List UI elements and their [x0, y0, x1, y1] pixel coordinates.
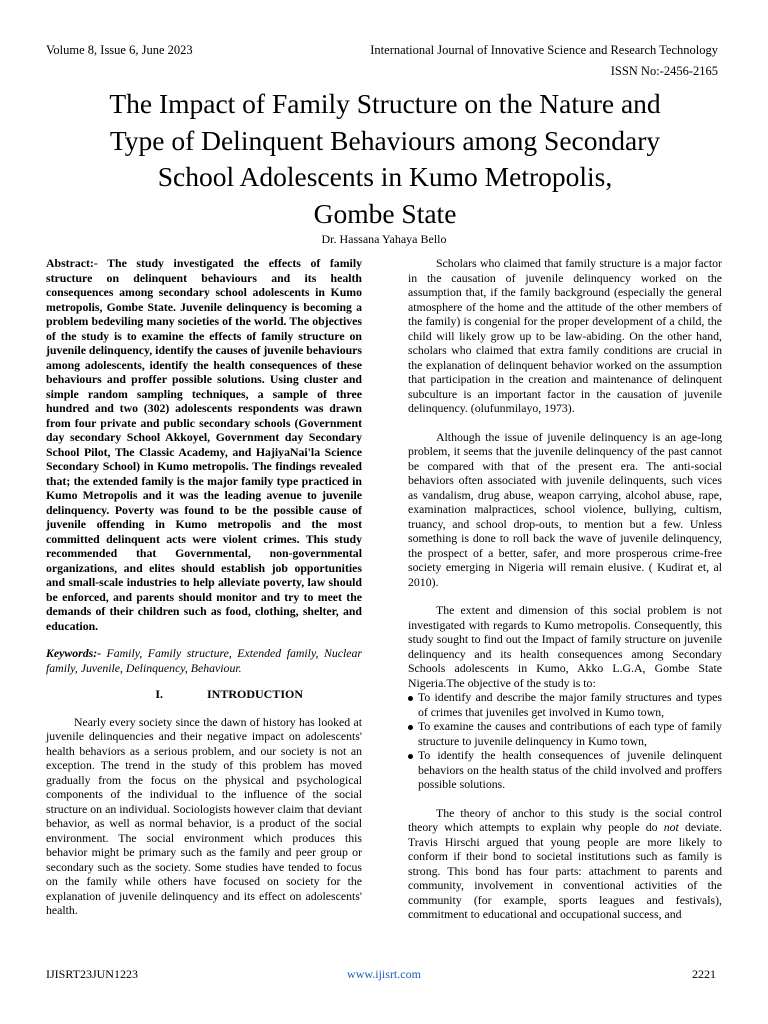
section-heading [46, 687, 362, 702]
intro-paragraph: Nearly every society since the dawn of history has looked at juvenile delinquencies and their negative impact on adolescents' health behaviors as a serious problem, and our society is not an exception. The trend in the study of this problem has moved gradually from the focus on the physical and psychological components of the individual to the influence of the social structure on an individual. Sociologists however claim that deviant behavior, as well as normal behavior, is a product of the social environment. The social environment which produces this behavior might be primary such as the family and peer group or secondary such as the society. Some studies have tended to focus on the family while others have focused on society for the explanation of juvenile delinquency and its effect on adolescents' health. [46, 714, 362, 917]
list-item: To identify the health consequences of juvenile delinquent behaviors on the health status of the child involved and proffers possible solutions. [408, 748, 722, 792]
left-column [46, 256, 362, 918]
title-line: Gombe State [313, 197, 457, 229]
theory-paragraph [408, 806, 722, 922]
title-line: Type of Delinquent Behaviours among Secondary [109, 124, 661, 156]
volume-info: Volume 8, Issue 6, June 2023 [46, 43, 193, 57]
theory-emphasis: not [663, 820, 679, 834]
keywords [46, 646, 362, 675]
body-paragraph: Scholars who claimed that family structure is a major factor in the causation of juvenile delinquency worked on the assumption that, if the family background (especially the general atmosphere of the home and the attitude of the other members of the family) is congenial for the proper development of a child, the child will likely grow up to be law-abiding. On the other hand, scholars who claimed that extra family conditions are crucial in the explanation of delinquent behavior worked on the assumption that participation in the creation and maintenance of delinquent subculture is an important factor in the causation of juvenile delinquency. (olufunmilayo, 1973). [408, 256, 722, 415]
right-column [408, 256, 722, 922]
keywords-label: Keywords:- [46, 646, 102, 660]
journal-name: International Journal of Innovative Science and Research Technology [370, 43, 718, 57]
paper-id: IJISRT23JUN1223 [46, 967, 138, 981]
author: Dr. Hassana Yahaya Bello [321, 232, 447, 246]
section-title: INTRODUCTION [207, 687, 304, 701]
abstract: Abstract:- The study investigated the effects of family structure on delinquent behaviours and its health consequences among secondary school adolescents in Kumo metropolis, Gombe State. Juvenile delinquency is becoming a problem bedeviling many societies of the world. The objectives of the study is to examine the effects of family structure on juvenile delinquency, identify the causes of juvenile behaviours among adolescents, identify the health consequences of these behaviours and proffer possible solutions. Using cluster and simple random sampling techniques, a sample of three hundred and two (302) adolescents respondents was drawn from four private and public secondary schools (Government day secondary School Akkoyel, Government day Secondary School Pilot, The Classic Academy, and HajiyaNai'la Science Secondary School) in Kumo metropolis. The findings revealed that; the extended family is the major family type practiced in Kumo Metropolis and it was the leading avenue to juvenile delinquency. Poverty was found to be the possible cause of juvenile offending in Kumo metropolis and the most committed delinquent acts were violent crimes. This study recommended that Governmental, non-governmental organizations, and elites should establish job opportunities and small-scale industries to help alleviate poverty, law should be enforced, and parents should monitor and try to meet the demands of their children such as food, clothing, shelter, and education. [46, 256, 362, 633]
page-number: 2221 [692, 967, 716, 981]
website-link[interactable]: www.ijisrt.com [347, 967, 421, 981]
theory-text-after: deviate. Travis Hirschi argued that young people are more likely to conform if their bond to societal institutions such as family is strong. This bond has four parts: attachment to parents and community, involvement in conventional activities of the community (for example, sports leagues and festivals), commitment to educational and occupational success, and [408, 820, 722, 921]
theory-text-before: The theory of anchor to this study is the social control theory which attempts to explain why people do [408, 805, 722, 834]
body-paragraph: Although the issue of juvenile delinquency is an age-long problem, it seems that the juvenile delinquency of the past cannot be compared with that of the present era. The anti-social behaviors often associated with juvenile delinquents, such vices as vandalism, drug abuse, weapon carrying, alcohol abuse, rape, examination malpractices, school violence, bullying, cultism, truancy, and school drop-outs, to mention but a few. Unless something is done to roll back the wave of juvenile delinquency, the prospect of a better, safer, and more prosperous crime-free society emerging in Nigeria will remain elusive. ( Kudirat et, al 2010). [408, 429, 722, 589]
keywords-text: Family, Family structure, Extended family, Nuclear family, Juvenile, Delinquency, Behaviour. [46, 646, 362, 675]
objectives-list [408, 690, 722, 792]
section-number: I. [155, 687, 163, 701]
title-line: The Impact of Family Structure on the Nature and [109, 88, 661, 119]
paper-title [40, 86, 730, 232]
body-paragraph: The extent and dimension of this social problem is not investigated with regards to Kumo metropolis. Consequently, this study sought to find out the Impact of family structure on juvenile delinquency and its health consequences among Secondary Schools adolescents in Kumo, Akko L.G.A, Gombe State Nigeria.The objective of the study is to: [408, 603, 722, 690]
list-item: To examine the causes and contributions of each type of family structure to juvenile delinquency in Kumo town, [408, 719, 722, 748]
issn: ISSN No:-2456-2165 [610, 64, 718, 78]
title-line: School Adolescents in Kumo Metropolis, [157, 161, 613, 192]
list-item: To identify and describe the major family structures and types of crimes that juveniles get involved in Kumo town, [408, 690, 722, 719]
